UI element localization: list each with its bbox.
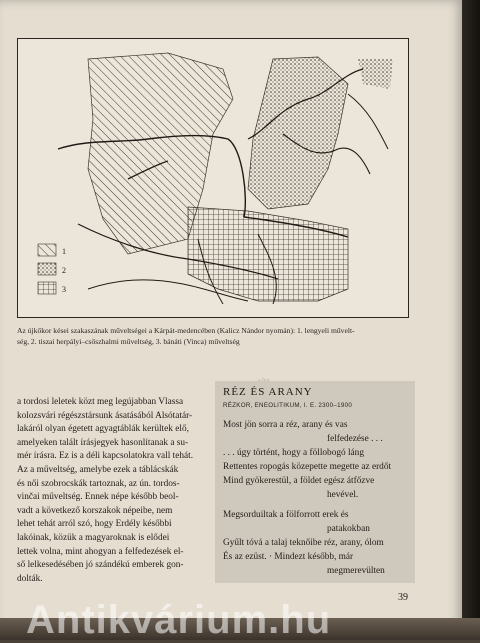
body-text-line: a tordosi leletek közt meg legújabban Vlassa [17, 397, 184, 407]
poem-line: felfedezése . . . [327, 434, 383, 444]
region-2-dots [248, 57, 348, 209]
caption-line-1: Az újkőkor kései szakaszának műveltségei a Kárpát-medencében (Kalicz Nándor nyomán): 1. lengyeli művelt- [17, 326, 355, 335]
poem-line: megmerevülten [327, 566, 385, 576]
poem-line: . . . úgy történt, hogy a föllobogó láng [223, 448, 364, 458]
poem-line: patakokban [327, 524, 370, 534]
body-text-line: mér írásra. Ez is a déli kapcsolatokra vall tehát. [17, 451, 194, 462]
body-text-line: amelyeken talált írásjegyek hasonlítanak a su- [17, 437, 189, 448]
legend-label-2: 2 [62, 266, 66, 275]
body-text-line: lettek volna, mint ahogyan a felfedezések el- [17, 546, 184, 557]
map-caption [17, 325, 437, 347]
body-text-line: lakáról olyan égetett agyagtáblák kerültek elő, [17, 424, 189, 435]
poem-line: Mind gyökerestül, a földet egész átfőzve [223, 476, 375, 486]
body-text-line: vadt a következő korszakok népeibe, nem [17, 505, 173, 516]
body-text-left-column [17, 396, 207, 586]
poem-line: hevével. [327, 490, 359, 500]
legend-label-1: 1 [62, 247, 66, 256]
poem-title: RÉZ ÉS ARANY [223, 386, 313, 398]
map-legend [38, 244, 66, 294]
poem-line: Rettentes ropogás közepette megette az erdőt [223, 462, 392, 472]
body-text-line: és női szobrocskák tartoznak, az ún. tordos- [17, 478, 180, 489]
body-text-line: dolták. [17, 573, 43, 584]
map-figure [17, 38, 409, 318]
caption-line-2: ség, 2. tiszai herpályi–csőszhalmi műveltség, 3. bánáti (Vinca) műveltség [17, 337, 240, 346]
body-text-line: kolozsvári régészstársunk ásatásából Alsótatár- [17, 410, 193, 421]
body-text-line: lakóinak, közük a magyaroknak is elődei [17, 532, 170, 543]
poem-line: Most jön sorra a réz, arany és vas [223, 420, 348, 430]
body-text-line: lehet tehát arról szó, hogy Erdély későbbi [17, 519, 172, 530]
body-text-line: Az a műveltség, amelybe ezek a táblácskák [17, 464, 179, 475]
legend-label-3: 3 [62, 285, 66, 294]
body-text-line: vinčai műveltség. Ennek népe később beol- [17, 492, 179, 503]
poem-line: És az ezüst. · Mindezt később, már [223, 552, 354, 562]
watermark: Antikvárium.hu [26, 598, 332, 642]
page-number: 39 [398, 592, 408, 603]
poem-line: Gyűlt tóvá a talaj teknőibe réz, arany, ólom [223, 538, 384, 548]
body-text-line: ső lelkesedésében jó szándékú emberek gon- [17, 560, 184, 571]
poem-subtitle: RÉZKOR, ENEOLITIKUM, I. E. 2300–1900 [223, 402, 353, 409]
book-spine-edge [462, 0, 480, 640]
poem-line: Megsorduiltak a fölforrott erek és [223, 510, 349, 520]
